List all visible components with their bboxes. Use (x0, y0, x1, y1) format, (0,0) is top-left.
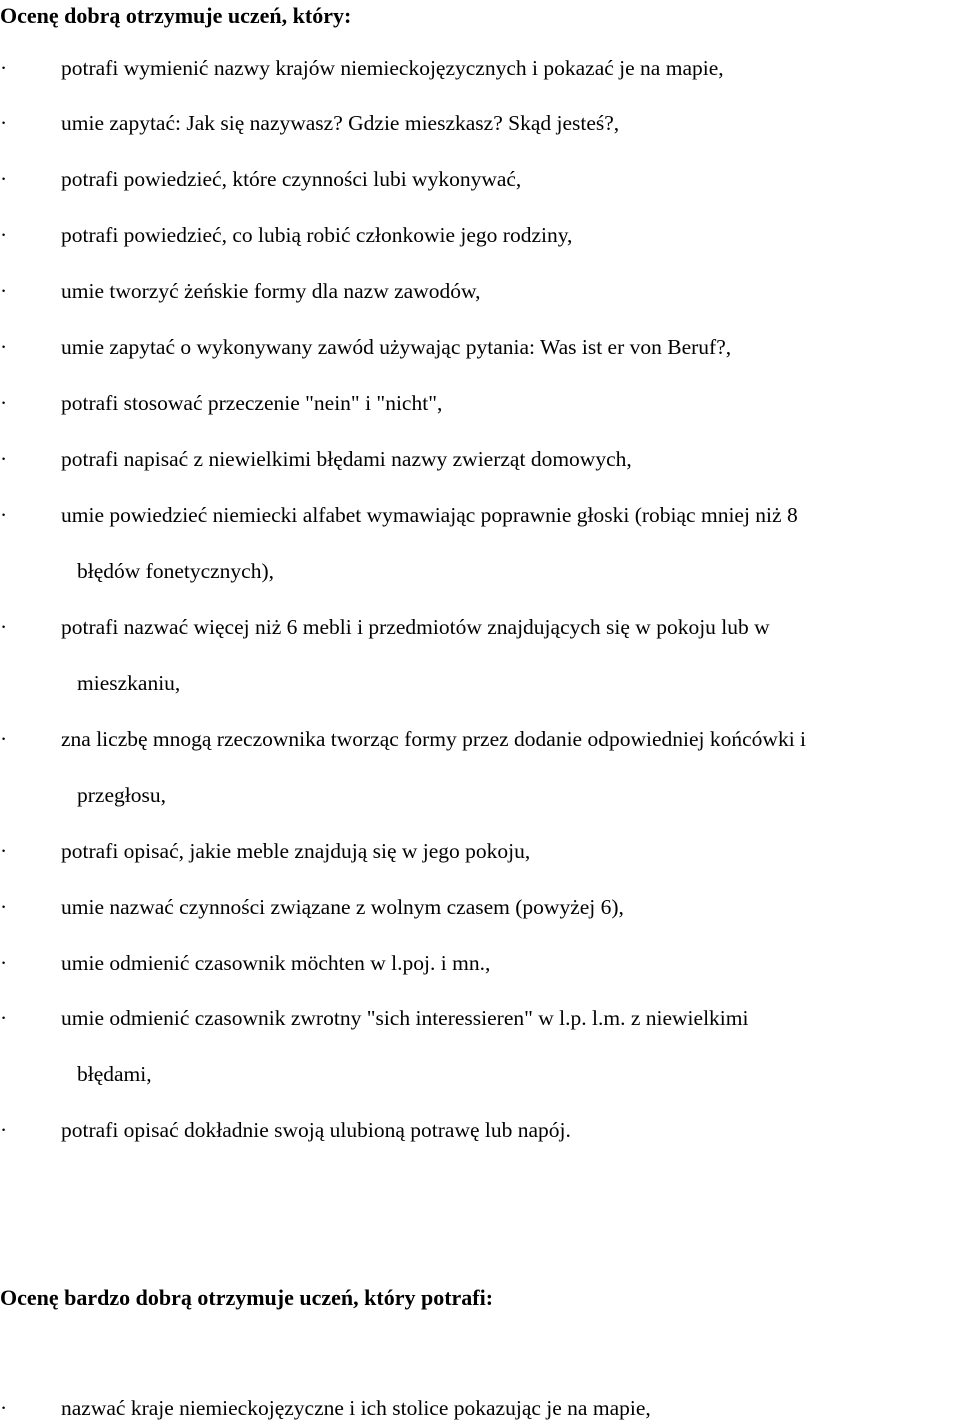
bullet-icon: · (0, 503, 8, 527)
bullet-icon: · (0, 1006, 8, 1030)
bullet-icon: · (0, 223, 8, 247)
list-item-text-continuation: mieszkaniu, (77, 671, 181, 695)
list-item-text: potrafi powiedzieć, które czynności lubi wykonywać, (61, 167, 522, 191)
list-item-text: umie tworzyć żeńskie formy dla nazw zawodów, (61, 279, 481, 303)
list-item-text: zna liczbę mnogą rzeczownika tworząc formy przez dodanie odpowiedniej końcówki i (61, 727, 807, 751)
bullet-icon: · (0, 279, 8, 303)
list-item-text: potrafi stosować przeczenie "nein" i "nicht", (61, 391, 443, 415)
bullet-icon: · (0, 391, 8, 415)
list-item-text-continuation: błędów fonetycznych), (77, 559, 275, 583)
list-item-text: potrafi nazwać więcej niż 6 mebli i przedmiotów znajdujących się w pokoju lub w (61, 615, 770, 639)
bullet-icon: · (0, 1396, 8, 1420)
bullet-icon: · (0, 167, 8, 191)
list-item-text: umie odmienić czasownik möchten w l.poj. i mn., (61, 951, 491, 975)
list-item-text-continuation: błędami, (77, 1062, 152, 1086)
bullet-icon: · (0, 839, 8, 863)
list-item-text: potrafi opisać dokładnie swoją ulubioną potrawę lub napój. (61, 1118, 571, 1142)
grade-good-heading: Ocenę dobrą otrzymuje uczeń, który: (0, 3, 352, 28)
bullet-icon: · (0, 1118, 8, 1142)
list-item-text: umie odmienić czasownik zwrotny "sich interessieren" w l.p. l.m. z niewielkimi (61, 1006, 749, 1030)
bullet-icon: · (0, 447, 8, 471)
list-item-text: umie powiedzieć niemiecki alfabet wymawiając poprawnie głoski (robiąc mniej niż 8 (61, 503, 798, 527)
bullet-icon: · (0, 111, 8, 135)
bullet-icon: · (0, 895, 8, 919)
bullet-icon: · (0, 615, 8, 639)
list-item-text: potrafi powiedzieć, co lubią robić członkowie jego rodziny, (61, 223, 573, 247)
list-item-text: umie zapytać: Jak się nazywasz? Gdzie mieszkasz? Skąd jesteś?, (61, 111, 620, 135)
bullet-icon: · (0, 727, 8, 751)
list-item-text: nazwać kraje niemieckojęzyczne i ich stolice pokazując je na mapie, (61, 1396, 651, 1420)
bullet-icon: · (0, 951, 8, 975)
list-item-text-continuation: przegłosu, (77, 783, 166, 807)
list-item-text: umie nazwać czynności związane z wolnym czasem (powyżej 6), (61, 895, 624, 919)
grade-very-good-heading: Ocenę bardzo dobrą otrzymuje uczeń, który potrafi: (0, 1285, 494, 1310)
list-item-text: potrafi opisać, jakie meble znajdują się w jego pokoju, (61, 839, 531, 863)
list-item-text: potrafi wymienić nazwy krajów niemieckojęzycznych i pokazać je na mapie, (61, 56, 724, 80)
bullet-icon: · (0, 56, 8, 80)
list-item-text: potrafi napisać z niewielkimi błędami nazwy zwierząt domowych, (61, 447, 632, 471)
bullet-icon: · (0, 335, 8, 359)
list-item-text: umie zapytać o wykonywany zawód używając pytania: Was ist er von Beruf?, (61, 335, 732, 359)
